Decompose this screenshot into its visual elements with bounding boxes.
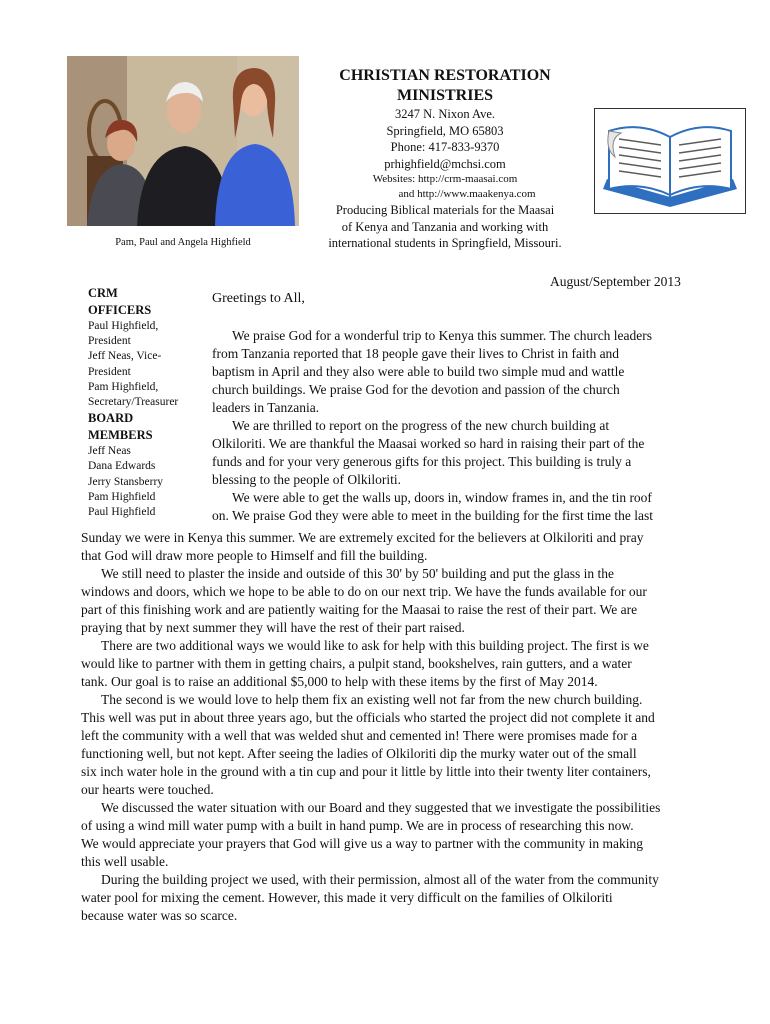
officer-line: Jeff Neas, Vice- <box>88 350 162 363</box>
letter-line: During the building project we used, with their permission, almost all of the water from the community <box>101 872 659 887</box>
letter-line: water pool for mixing the cement. However, this made it very difficult on the families of Olkiloriti <box>81 890 613 905</box>
board-member: Pam Highfield <box>88 490 156 503</box>
officer-line: President <box>88 335 131 348</box>
officers-heading-line1: CRM <box>88 286 118 300</box>
letter-line: part of this finishing work and are patiently waiting for the Maasai to raise the rest of their part. We are <box>81 602 638 617</box>
board-heading-line2: MEMBERS <box>88 428 153 443</box>
letter-line: Sunday we were in Kenya this summer. We are extremely excited for the believers at Olkiloriti and pray <box>81 530 644 545</box>
officer-line: Pam Highfield, <box>88 380 159 393</box>
officer-line: President <box>88 365 131 378</box>
org-email: prhighfield@mchsi.com <box>384 156 506 171</box>
letter-line: We praise God for a wonderful trip to Kenya this summer. The church leaders <box>232 328 653 343</box>
letter-body-wide <box>81 529 726 925</box>
letter-line: We would appreciate your prayers that God will give us a way to partner with the community in making <box>81 836 644 851</box>
letter-line: our hearts were touched. <box>81 782 214 797</box>
letter-line: left the community with a well that was welded shut and cemented in! There were promises made for a <box>81 728 638 743</box>
letter-line: We were able to get the walls up, doors in, window frames in, and the tin roof <box>232 490 652 505</box>
letter-line: We are thrilled to report on the progress of the new church building at <box>232 418 610 433</box>
open-bible-icon <box>595 109 745 213</box>
letter-line: praying that by next summer they will have the rest of their part raised. <box>81 620 465 635</box>
letter-greeting: Greetings to All, <box>212 291 305 306</box>
sidebar-officers <box>88 285 208 520</box>
letter-line: Olkiloriti. We are thankful the Maasai worked so hard in raising their part of the <box>212 436 645 451</box>
letter-line: This well was put in about three years ago, but the officials who started the project did not complete it and <box>81 710 655 725</box>
letter-line: The second is we would love to help them fix an existing well not far from the new church building. <box>101 692 643 707</box>
letter-line: would like to partner with them in getting chairs, a pulpit stand, bookshelves, rain gutters, and a water <box>81 656 632 671</box>
org-mission-line1: Producing Biblical materials for the Maasai <box>335 203 555 217</box>
board-member: Paul Highfield <box>88 506 156 519</box>
letter-line: blessing to the people of Olkiloriti. <box>212 472 401 487</box>
letter-body-narrow <box>212 327 717 525</box>
letter-line: We still need to plaster the inside and outside of this 30' by 50' building and put the glass in the <box>101 566 614 581</box>
family-photo-illustration <box>67 56 299 226</box>
letter-line: from Tanzania reported that 18 people gave their lives to Christ in faith and <box>212 346 620 361</box>
officer-line: Secretary/Treasurer <box>88 396 179 409</box>
letter-line: on. We praise God they were able to meet in the building for the first time the last <box>212 508 654 523</box>
letter-line: leaders in Tanzania. <box>212 400 320 415</box>
organization-header <box>310 66 580 252</box>
letter-line: that God will draw more people to Himself and fill the building. <box>81 548 428 563</box>
letter-line: because water was so scarce. <box>81 908 238 923</box>
org-phone: Phone: 417-833-9370 <box>390 140 500 154</box>
org-websites-line2: and http://www.maakenya.com <box>398 188 536 200</box>
letter-line: We discussed the water situation with our Board and they suggested that we investigate the possibilities <box>101 800 661 815</box>
officers-heading-line2: OFFICERS <box>88 303 152 317</box>
org-name-line2: MINISTRIES <box>396 87 494 104</box>
board-member: Jerry Stansberry <box>88 475 164 488</box>
letter-line: tank. Our goal is to raise an additional $5,000 to help with these items by the first of May 2014. <box>81 674 598 689</box>
letter-line: of using a wind mill water pump with a built in hand pump. We are in process of researching this now. <box>81 818 634 833</box>
org-mission-line3: international students in Springfield, Missouri. <box>328 236 562 250</box>
board-member: Dana Edwards <box>88 460 156 473</box>
board-heading-line1: BOARD <box>88 411 134 426</box>
officer-line: Paul Highfield, <box>88 320 159 332</box>
letter-line: baptism in April and they also were able to build two simple mud and wattle <box>212 364 625 379</box>
org-address: 3247 N. Nixon Ave. <box>394 107 496 121</box>
letter-line: church buildings. We praise God for the devotion and passion of the church <box>212 382 620 397</box>
org-name-line1: CHRISTIAN RESTORATION <box>339 67 551 84</box>
letter-line: windows and doors, which we hope to be able to do on our next trip. We have the funds available for our <box>81 584 647 599</box>
org-city: Springfield, MO 65803 <box>386 123 504 138</box>
family-photo <box>67 56 299 226</box>
newsletter-date: August/September 2013 <box>550 274 681 289</box>
bible-logo <box>594 108 746 214</box>
letter-line: There are two additional ways we would like to ask for help with this building project. The first is we <box>101 638 649 653</box>
org-mission-line2: of Kenya and Tanzania and working with <box>341 219 549 234</box>
letter-line: funds and for your very generous gifts for this project. This building is truly a <box>212 454 632 469</box>
letter-line: this well usable. <box>81 854 169 869</box>
letter-line: functioning well, but not kept. After seeing the ladies of Olkiloriti dip the murky water out of the small <box>81 746 637 761</box>
photo-caption: Pam, Paul and Angela Highfield <box>115 237 251 248</box>
board-member: Jeff Neas <box>88 445 131 458</box>
org-websites-line1: Websites: http://crm-maasai.com <box>372 173 518 185</box>
letter-line: six inch water hole in the ground with a tin cup and pour it little by little into their twenty liter containers, <box>81 764 651 779</box>
